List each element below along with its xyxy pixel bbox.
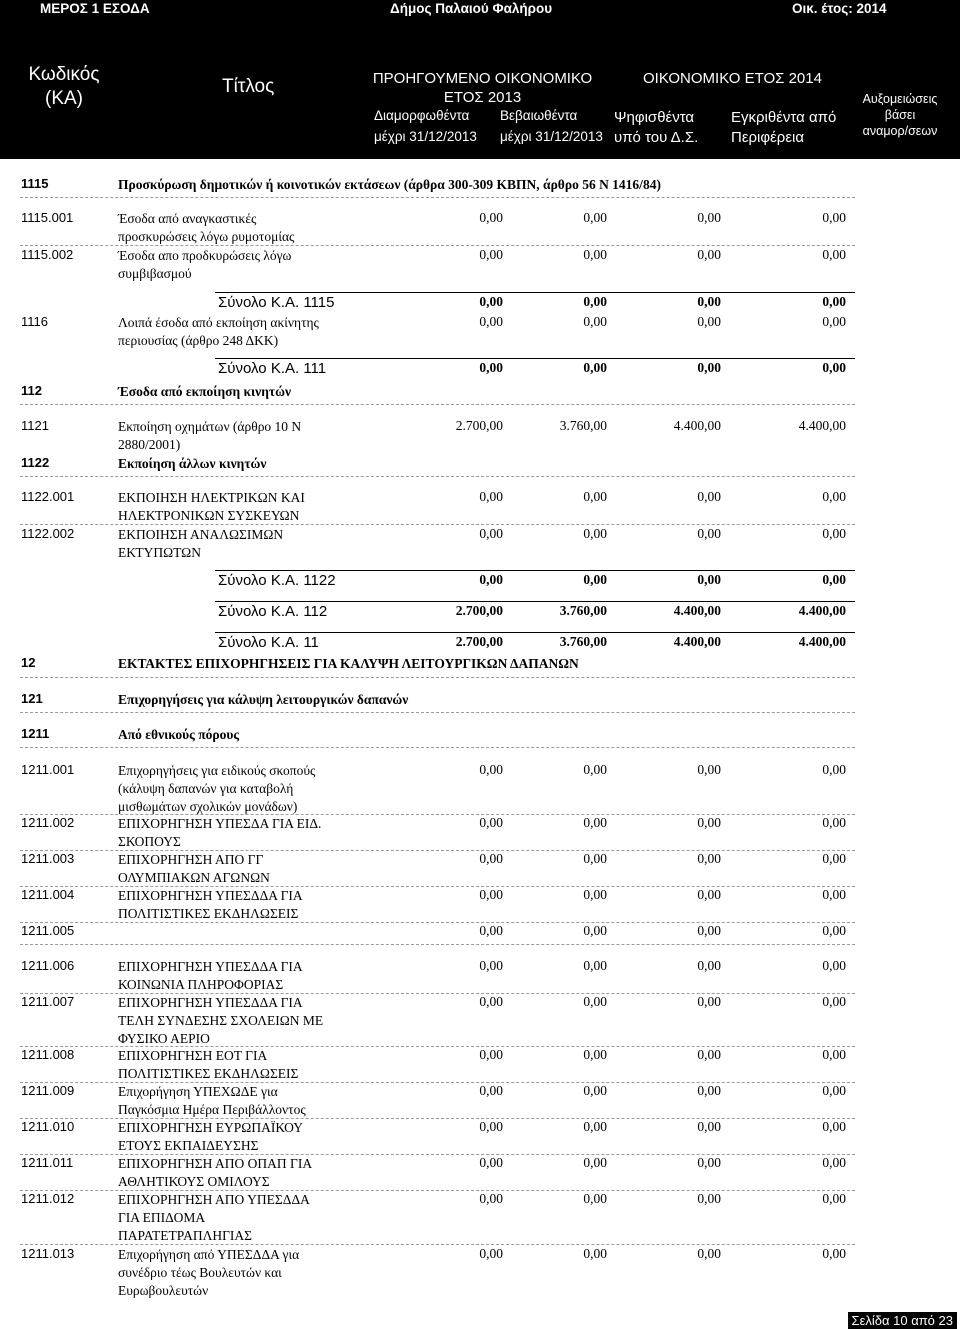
row-code: 1211.008 <box>21 1047 75 1062</box>
row-title: ΕΠΙΧΟΡΗΓΗΣΗ ΥΠΕΣΔΔΑ ΓΙΑ ΤΕΛΗ ΣΥΝΔΕΣΗΣ ΣΧΟΛΕΙΩΝ ΜΕ ΦΥΣΙΚΟ ΑΕΡΙΟ <box>118 995 324 1046</box>
value-certified: 0,00 <box>583 815 607 830</box>
row-title: ΕΠΙΧΟΡΗΓΗΣΗ ΑΠΟ ΓΓ ΟΛΥΜΠΙΑΚΩΝ ΑΓΩΝΩΝ <box>118 852 270 885</box>
value-formed: 0,00 <box>479 210 503 225</box>
value-formed: 0,00 <box>479 360 503 375</box>
value-certified: 3.760,00 <box>559 418 607 433</box>
row-code: 1116 <box>21 314 48 329</box>
header-approved-line2: Περιφέρεια <box>731 129 805 146</box>
row-title: ΕΚΠΟΙΗΣΗ ΑΝΑΛΩΣΙΜΩΝ ΕΚΤΥΠΩΤΩΝ <box>118 527 284 560</box>
value-voted: 0,00 <box>697 994 721 1009</box>
value-certified: 0,00 <box>583 526 607 541</box>
value-certified: 0,00 <box>583 210 607 225</box>
value-certified: 0,00 <box>583 1047 607 1062</box>
value-voted: 0,00 <box>697 762 721 777</box>
row-title: Εκποίηση οχημάτων (άρθρο 10 Ν 2880/2001) <box>118 419 302 452</box>
header-changes-line1: Αυξομειώσεις <box>862 92 938 106</box>
value-approved: 0,00 <box>822 887 846 902</box>
value-certified: 0,00 <box>583 994 607 1009</box>
value-voted: 0,00 <box>697 247 721 262</box>
header-formed-line1: Διαμορφωθέντα <box>374 108 470 123</box>
value-formed: 2.700,00 <box>455 634 503 649</box>
row-divider <box>20 245 855 246</box>
value-voted: 0,00 <box>697 1155 721 1170</box>
row-code: 1115 <box>21 176 49 191</box>
value-approved: 0,00 <box>822 994 846 1009</box>
value-formed: 0,00 <box>479 314 503 329</box>
row-title: ΕΚΤΑΚΤΕΣ ΕΠΙΧΟΡΗΓΗΣΕΙΣ ΓΙΑ ΚΑΛΥΨΗ ΛΕΙΤΟΥΡΓΙΚΩΝ ΔΑΠΑΝΩΝ <box>118 656 579 671</box>
section-label: ΜΕΡΟΣ 1 ΕΣΟΔΑ <box>40 1 150 16</box>
row-divider <box>20 524 855 525</box>
value-formed: 0,00 <box>479 923 503 938</box>
value-formed: 0,00 <box>479 1047 503 1062</box>
row-title: Προσκύρωση δημοτικών ή κοινοτικών εκτάσεων (άρθρα 300-309 ΚΒΠΝ, άρθρο 56 Ν 1416/84) <box>118 177 661 192</box>
row-code: 1211.005 <box>21 923 75 938</box>
page-indicator: Σελίδα 10 από 23 <box>848 1312 957 1329</box>
sum-divider <box>215 358 855 359</box>
row-code: 1211.004 <box>21 887 75 902</box>
value-approved: 0,00 <box>822 1191 846 1206</box>
value-certified: 0,00 <box>583 1246 607 1261</box>
value-approved: 0,00 <box>822 1047 846 1062</box>
row-title: ΕΠΙΧΟΡΗΓΗΣΗ ΑΠΟ ΥΠΕΣΔΔΑ ΓΙΑ ΕΠΙΔΟΜΑ ΠΑΡΑΤΕΤΡΑΠΛΗΓΙΑΣ <box>118 1192 310 1243</box>
value-voted: 0,00 <box>697 923 721 938</box>
value-approved: 0,00 <box>822 923 846 938</box>
value-voted: 0,00 <box>697 489 721 504</box>
row-title: Επιχορήγηση από ΥΠΕΣΔΔΑ για συνέδριο τέως Βουλευτών και Ευρωβουλευτών <box>118 1247 300 1298</box>
sum-label: Σύνολο Κ.Α. 1115 <box>218 294 335 311</box>
value-approved: 0,00 <box>822 815 846 830</box>
value-approved: 4.400,00 <box>798 418 846 433</box>
value-approved: 0,00 <box>822 294 846 309</box>
row-code: 1211.003 <box>21 851 75 866</box>
value-certified: 0,00 <box>583 489 607 504</box>
row-title: ΕΠΙΧΟΡΗΓΗΣΗ ΥΠΕΣΔΔΑ ΓΙΑ ΠΟΛΙΤΙΣΤΙΚΕΣ ΕΚΔΗΛΩΣΕΙΣ <box>118 888 302 921</box>
value-approved: 0,00 <box>822 247 846 262</box>
value-formed: 0,00 <box>479 247 503 262</box>
value-certified: 0,00 <box>583 851 607 866</box>
row-code: 1211.012 <box>21 1191 75 1206</box>
value-certified: 3.760,00 <box>559 634 607 649</box>
value-certified: 0,00 <box>583 887 607 902</box>
row-code: 112 <box>21 383 42 398</box>
value-formed: 0,00 <box>479 294 503 309</box>
sum-divider <box>215 632 855 633</box>
value-approved: 0,00 <box>822 489 846 504</box>
row-title: Επιχορηγήσεις για κάλυψη λειτουργικών δαπανών <box>118 692 409 707</box>
row-title: ΕΠΙΧΟΡΗΓΗΣΗ ΑΠΟ ΟΠΑΠ ΓΙΑ ΑΘΛΗΤΙΚΟΥΣ ΟΜΙΛΟΥΣ <box>118 1156 312 1189</box>
value-certified: 0,00 <box>583 923 607 938</box>
row-code: 1122 <box>21 455 50 470</box>
row-code: 1211.001 <box>21 762 75 777</box>
sum-divider <box>215 601 855 602</box>
value-voted: 0,00 <box>697 526 721 541</box>
value-formed: 0,00 <box>479 762 503 777</box>
value-voted: 0,00 <box>697 1119 721 1134</box>
value-formed: 0,00 <box>479 1191 503 1206</box>
row-title: ΕΠΙΧΟΡΗΓΗΣΗ ΕΥΡΩΠΑΪΚΟΥ ΕΤΟΥΣ ΕΚΠΑΙΔΕΥΣΗΣ <box>118 1120 303 1153</box>
fiscal-year: Οικ. έτος: 2014 <box>792 1 887 16</box>
row-code: 1211 <box>21 726 50 741</box>
row-code: 1211.011 <box>21 1155 74 1170</box>
value-certified: 0,00 <box>583 294 607 309</box>
header-curr-year: ΟΙΚΟΝΟΜΙΚΟ ΕΤΟΣ 2014 <box>643 70 822 87</box>
value-approved: 4.400,00 <box>798 603 846 618</box>
value-approved: 0,00 <box>822 1246 846 1261</box>
row-title: ΕΠΙΧΟΡΗΓΗΣΗ ΥΠΕΣΔΑ ΓΙΑ ΕΙΔ. ΣΚΟΠΟΥΣ <box>118 816 322 849</box>
value-voted: 0,00 <box>697 1191 721 1206</box>
row-divider <box>20 1244 855 1245</box>
value-formed: 0,00 <box>479 887 503 902</box>
header-code-line1: Κωδικός <box>28 64 100 85</box>
value-certified: 0,00 <box>583 247 607 262</box>
header-certified-line1: Βεβαιωθέντα <box>500 108 578 123</box>
value-voted: 0,00 <box>697 1246 721 1261</box>
value-approved: 0,00 <box>822 1083 846 1098</box>
header-title: Τίτλος <box>222 76 275 97</box>
row-code: 1211.009 <box>21 1083 75 1098</box>
value-certified: 3.760,00 <box>559 603 607 618</box>
row-title: Έσοδα από εκποίηση κινητών <box>118 384 291 399</box>
header-voted-line1: Ψηφισθέντα <box>614 109 695 126</box>
sum-label: Σύνολο Κ.Α. 11 <box>218 634 319 651</box>
header-changes-line3: αναμορ/σεων <box>862 124 938 138</box>
value-formed: 0,00 <box>479 851 503 866</box>
value-certified: 0,00 <box>583 314 607 329</box>
row-title: ΕΠΙΧΟΡΗΓΗΣΗ ΕΟΤ ΓΙΑ ΠΟΛΙΤΙΣΤΙΚΕΣ ΕΚΔΗΛΩΣΕΙΣ <box>118 1048 299 1081</box>
row-title: Επιχορήγηση ΥΠΕΧΩΔΕ για Παγκόσμια Ημέρα Περιβάλλοντος <box>118 1084 306 1117</box>
header-approved-line1: Εγκριθέντα από <box>731 109 837 126</box>
row-code: 1211.013 <box>21 1246 75 1261</box>
value-approved: 0,00 <box>822 210 846 225</box>
value-certified: 0,00 <box>583 1119 607 1134</box>
value-certified: 0,00 <box>583 762 607 777</box>
row-code: 12 <box>21 655 36 670</box>
value-formed: 0,00 <box>479 526 503 541</box>
value-voted: 0,00 <box>697 887 721 902</box>
row-divider <box>20 404 855 405</box>
value-voted: 4.400,00 <box>673 418 721 433</box>
row-divider <box>20 677 855 678</box>
row-code: 1211.010 <box>21 1119 75 1134</box>
value-voted: 4.400,00 <box>673 603 721 618</box>
row-divider <box>20 476 855 477</box>
row-divider <box>20 712 855 713</box>
row-title: ΕΠΙΧΟΡΗΓΗΣΗ ΥΠΕΣΔΔΑ ΓΙΑ ΚΟΙΝΩΝΙΑ ΠΛΗΡΟΦΟΡΙΑΣ <box>118 959 302 992</box>
value-approved: 0,00 <box>822 1119 846 1134</box>
row-code: 1115.002 <box>21 247 74 262</box>
municipality-name: Δήμος Παλαιού Φαλήρου <box>390 1 553 16</box>
value-formed: 0,00 <box>479 1246 503 1261</box>
row-code: 1115.001 <box>21 210 74 225</box>
value-voted: 0,00 <box>697 815 721 830</box>
value-formed: 0,00 <box>479 815 503 830</box>
row-divider <box>20 197 855 198</box>
value-formed: 0,00 <box>479 572 503 587</box>
value-voted: 0,00 <box>697 1047 721 1062</box>
value-voted: 0,00 <box>697 210 721 225</box>
row-title: Έσοδα απο προδκυρώσεις λόγω συμβιβασμού <box>118 248 292 281</box>
value-formed: 0,00 <box>479 489 503 504</box>
value-formed: 0,00 <box>479 958 503 973</box>
row-divider <box>20 944 855 945</box>
value-voted: 0,00 <box>697 851 721 866</box>
value-voted: 0,00 <box>697 360 721 375</box>
value-approved: 4.400,00 <box>798 634 846 649</box>
row-title: Λοιπά έσοδα από εκποίηση ακίνητης περιουσίας (άρθρο 248 ΔΚΚ) <box>118 315 319 348</box>
value-approved: 0,00 <box>822 314 846 329</box>
header-voted-line2: υπό του Δ.Σ. <box>614 129 699 146</box>
sum-label: Σύνολο Κ.Α. 111 <box>218 360 327 377</box>
row-code: 1211.006 <box>21 958 75 973</box>
value-voted: 0,00 <box>697 314 721 329</box>
row-title: Επιχορηγήσεις για ειδικούς σκοπούς (κάλυψη δαπανών για καταβολή μισθωμάτων σχολικών μονάδων) <box>118 763 316 814</box>
value-voted: 0,00 <box>697 572 721 587</box>
value-voted: 0,00 <box>697 1083 721 1098</box>
value-approved: 0,00 <box>822 1155 846 1170</box>
value-certified: 0,00 <box>583 360 607 375</box>
value-formed: 0,00 <box>479 1119 503 1134</box>
value-voted: 4.400,00 <box>673 634 721 649</box>
row-title: Από εθνικούς πόρους <box>118 727 240 742</box>
sum-label: Σύνολο Κ.Α. 112 <box>218 603 328 620</box>
value-formed: 2.700,00 <box>455 418 503 433</box>
value-approved: 0,00 <box>822 851 846 866</box>
row-divider <box>20 747 855 748</box>
header-formed-line2: μέχρι 31/12/2013 <box>374 129 477 144</box>
row-code: 1211.007 <box>21 994 75 1009</box>
header-code-line2: (ΚΑ) <box>45 88 83 109</box>
value-certified: 0,00 <box>583 958 607 973</box>
value-voted: 0,00 <box>697 294 721 309</box>
value-certified: 0,00 <box>583 1191 607 1206</box>
row-code: 1122.002 <box>21 526 75 541</box>
value-approved: 0,00 <box>822 526 846 541</box>
value-formed: 0,00 <box>479 1083 503 1098</box>
row-title: Εκποίηση άλλων κινητών <box>118 456 267 471</box>
value-voted: 0,00 <box>697 958 721 973</box>
header-certified-line2: μέχρι 31/12/2013 <box>500 129 603 144</box>
row-code: 121 <box>21 691 43 706</box>
row-code: 1211.002 <box>21 815 75 830</box>
value-approved: 0,00 <box>822 958 846 973</box>
header-prev-year-line1: ΠΡΟΗΓΟΥΜΕΝΟ ΟΙΚΟΝΟΜΙΚΟ <box>372 70 593 87</box>
sum-divider <box>215 292 855 293</box>
value-certified: 0,00 <box>583 1083 607 1098</box>
header-changes-line2: βάσει <box>884 108 916 122</box>
row-code: 1121 <box>21 418 49 433</box>
value-approved: 0,00 <box>822 572 846 587</box>
value-approved: 0,00 <box>822 360 846 375</box>
value-formed: 2.700,00 <box>455 603 503 618</box>
value-certified: 0,00 <box>583 1155 607 1170</box>
row-title: Έσοδα από αναγκαστικές προσκυρώσεις λόγω ρυμοτομίας <box>118 211 295 244</box>
row-code: 1122.001 <box>21 489 75 504</box>
value-certified: 0,00 <box>583 572 607 587</box>
header-prev-year-line2: ΕΤΟΣ 2013 <box>443 89 522 106</box>
sum-label: Σύνολο Κ.Α. 1122 <box>218 572 336 589</box>
value-formed: 0,00 <box>479 994 503 1009</box>
value-formed: 0,00 <box>479 1155 503 1170</box>
sum-divider <box>215 570 855 571</box>
row-title: ΕΚΠΟΙΗΣΗ ΗΛΕΚΤΡΙΚΩΝ ΚΑΙ ΗΛΕΚΤΡΟΝΙΚΩΝ ΣΥΣΚΕΥΩΝ <box>118 490 305 523</box>
value-approved: 0,00 <box>822 762 846 777</box>
